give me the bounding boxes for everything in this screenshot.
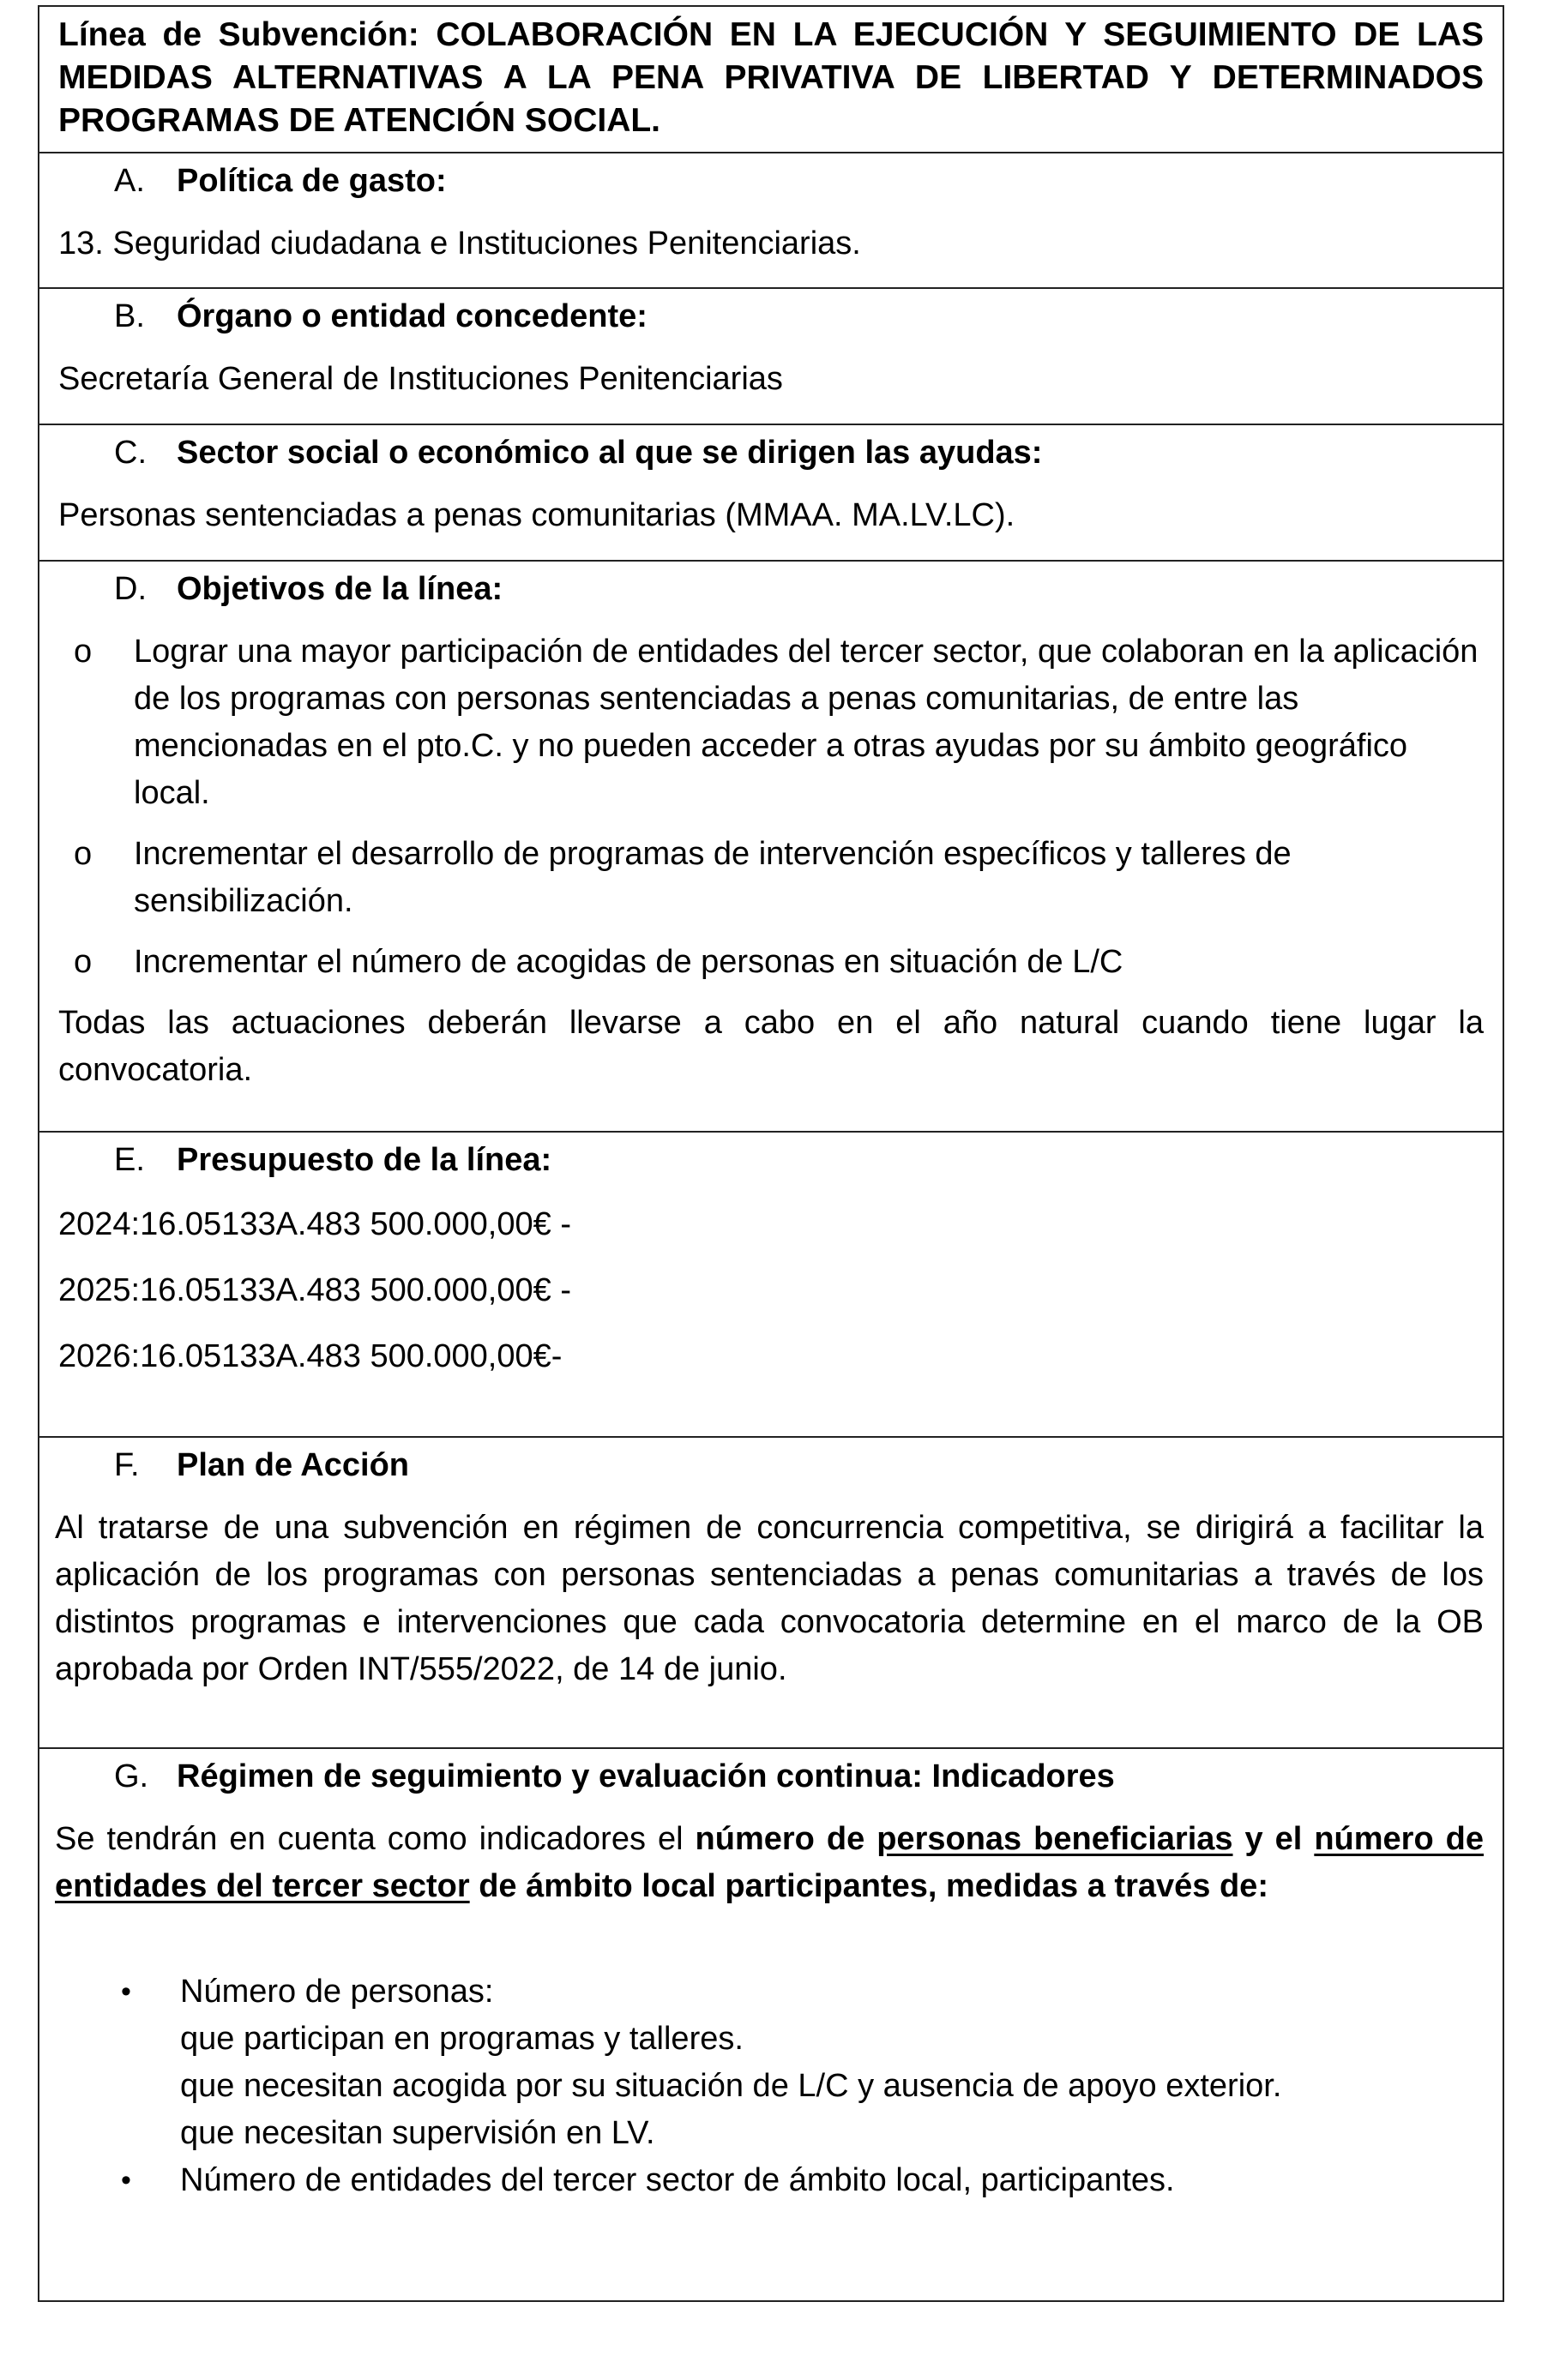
section-a [39,153,1503,289]
section-d-heading [39,562,1503,613]
indicator-sub: que participan en programas y talleres. [180,2021,744,2057]
section-d-label: Objetivos de la línea: [177,571,503,607]
section-c-text: Personas sentenciadas a penas comunitarias (MMAA. MA.LV.LC). [58,497,1015,533]
list-marker: o [74,836,93,872]
intro-underlined: personas beneficiarias [876,1821,1233,1857]
section-e-heading [39,1133,1503,1184]
section-g-heading [39,1749,1503,1800]
bullet-marker: • [121,2164,131,2197]
section-d-note: Todas las actuaciones deberán llevarse a cabo en el año natural cuando tiene lugar la convocatoria. [58,1005,1484,1088]
objective-text: Incrementar el desarrollo de programas de intervención específicos y talleres de sensibilización. [134,836,1292,919]
intro-underlined: número de entidades del tercer sector [55,1821,1485,1904]
section-e [39,1133,1503,1438]
section-g-label: Régimen de seguimiento y evaluación continua: Indicadores [177,1758,1115,1794]
list-item [39,2157,1503,2204]
intro-emphasis: y el [1232,1821,1315,1857]
section-c-letter: C. [114,435,147,471]
section-b [39,289,1503,425]
section-a-text: 13. Seguridad ciudadana e Instituciones Penitenciarias. [58,225,861,261]
section-d [39,562,1503,1133]
section-c-heading [39,425,1503,477]
section-c [39,425,1503,562]
section-a-label: Política de gasto: [177,163,447,199]
section-f-heading [39,1438,1503,1489]
list-item [39,831,1503,925]
bullet-marker: • [121,1975,131,2008]
indicator-sub: que necesitan acogida por su situación de L/C y ausencia de apoyo exterior. [180,2068,1282,2104]
section-e-letter: E. [114,1142,145,1178]
list-marker: o [74,634,93,670]
section-f-letter: F. [114,1447,140,1483]
objectives-list [39,628,1503,986]
section-a-letter: A. [114,163,145,199]
indicator-head: Número de personas: [180,1974,494,2010]
section-d-letter: D. [114,571,147,607]
list-item [39,628,1503,817]
section-b-letter: B. [114,298,145,334]
section-b-text: Secretaría General de Instituciones Penitenciarias [58,361,783,397]
section-b-heading [39,289,1503,340]
objective-text: Incrementar el número de acogidas de personas en situación de L/C [134,944,1123,980]
title-row [39,7,1503,153]
document-table [38,5,1504,2302]
budget-line: 2024:16.05133A.483 500.000,00€ - [58,1206,571,1242]
section-a-heading [39,153,1503,205]
intro-emphasis: número de [695,1821,877,1857]
intro-emphasis: de ámbito local participantes, medidas a través de: [469,1868,1268,1904]
section-f [39,1438,1503,1749]
section-g [39,1749,1503,2302]
indicator-head: Número de entidades del tercer sector de ámbito local, participantes. [180,2162,1175,2198]
objective-text: Lograr una mayor participación de entidades del tercer sector, que colaboran en la aplicación de los programas con personas sentenciadas a penas comunitarias, de entre las mencionadas en el pto.C. y no pueden acceder a otras ayudas por su ámbito geográfico local. [134,634,1479,811]
list-item [39,1968,1503,2157]
intro-text: Se tendrán en cuenta como indicadores el [55,1821,696,1857]
section-g-letter: G. [114,1758,149,1794]
indicators-list [39,1968,1503,2204]
list-marker: o [74,944,93,980]
section-f-text: Al tratarse de una subvención en régimen de concurrencia competitiva, se dirigirá a facilitar la aplicación de los programas con personas sentenciadas a penas comunitarias a través de los distintos programas e intervenciones que cada convocatoria determine en el marco de la OB aprobada por Orden INT/555/2022, de 14 de junio. [55,1510,1484,1687]
section-f-label: Plan de Acción [177,1447,409,1483]
section-c-label: Sector social o económico al que se dirigen las ayudas: [177,435,1043,471]
indicator-sub: que necesitan supervisión en LV. [180,2115,655,2151]
budget-line: 2026:16.05133A.483 500.000,00€- [58,1338,563,1374]
list-item [39,939,1503,986]
section-e-label: Presupuesto de la línea: [177,1142,552,1178]
subsidy-line-title: Línea de Subvención: COLABORACIÓN EN LA EJECUCIÓN Y SEGUIMIENTO DE LAS MEDIDAS ALTERNATIVAS A LA PENA PRIVATIVA DE LIBERTAD Y DETERMINADOS PROGRAMAS DE ATENCIÓN SOCIAL. [58,16,1484,139]
budget-line: 2025:16.05133A.483 500.000,00€ - [58,1272,571,1308]
section-b-label: Órgano o entidad concedente: [177,298,648,334]
section-g-intro [39,1816,1503,1910]
